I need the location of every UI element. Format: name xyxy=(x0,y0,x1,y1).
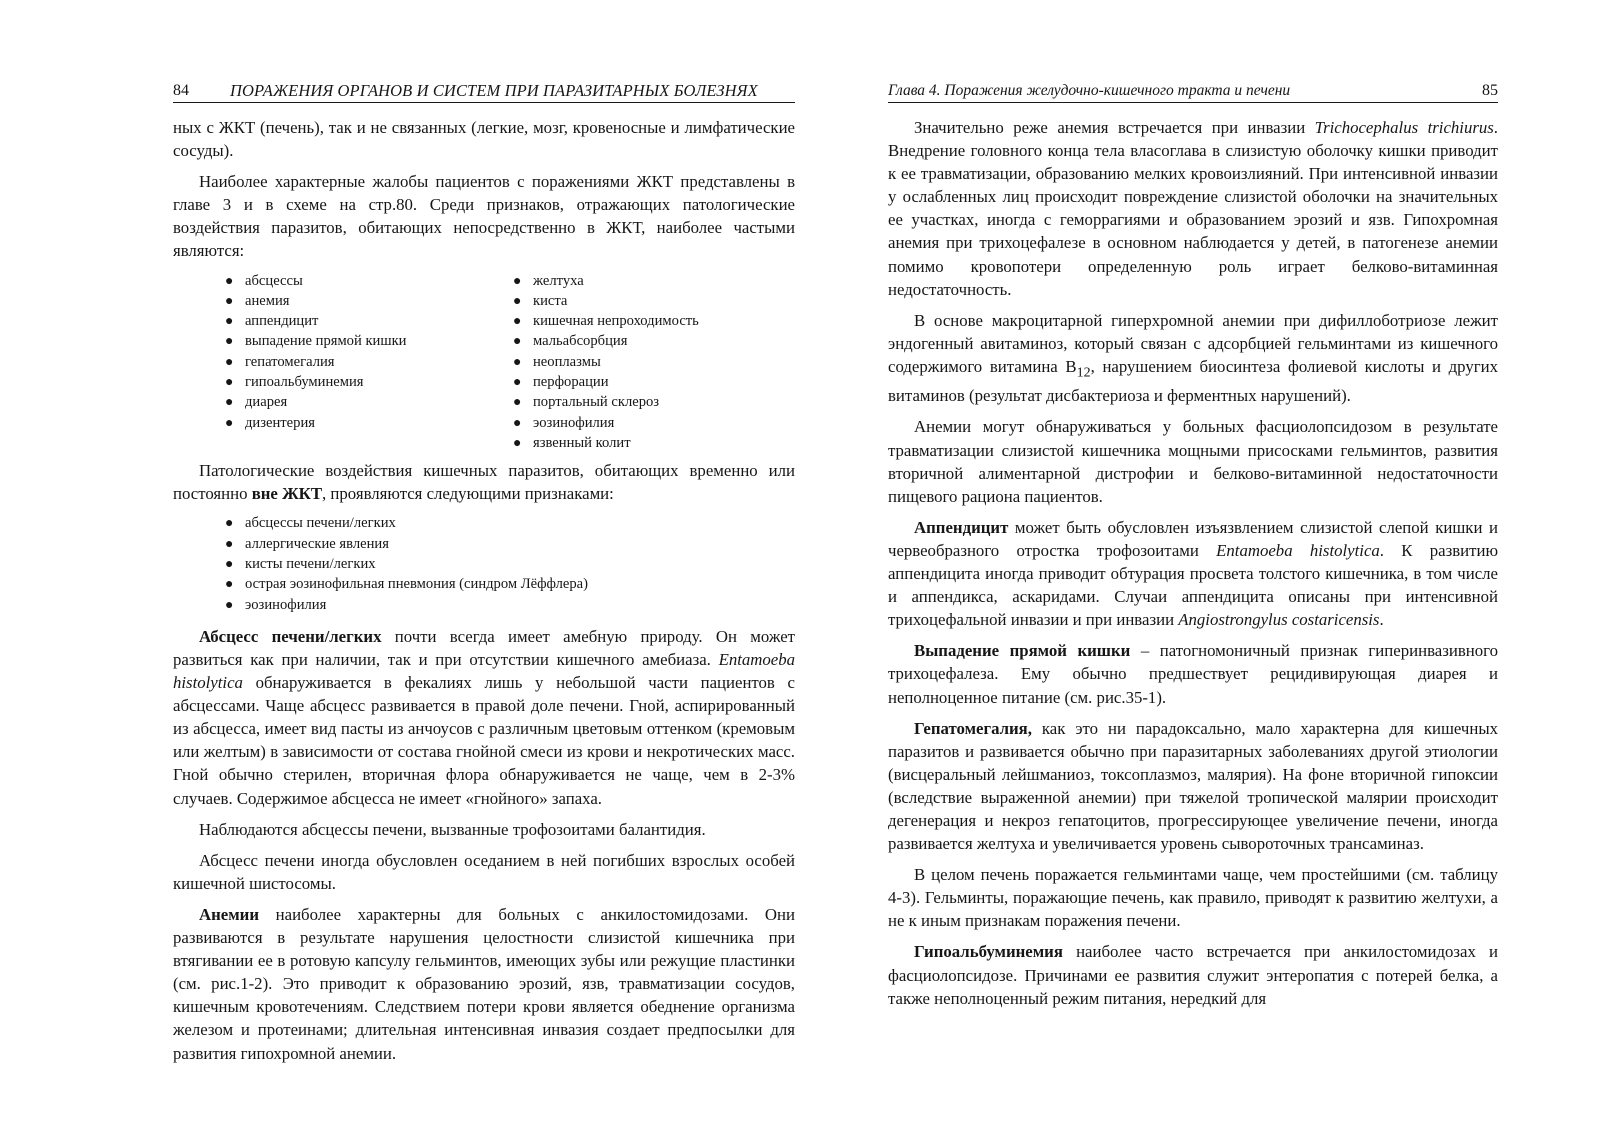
bullet-icon: ● xyxy=(513,273,522,289)
bullet-icon: ● xyxy=(225,293,234,309)
paragraph: Анемии наиболее характерны для больных с анкилостомидозами. Они развиваются в результате нарушения целостности слизистой кишечника при втягивании ее в ротовую капсулу гельминтов, имеющих зубы или режущие пластинки (см. рис.1-2). Это приводит к образованию эрозий, язв, травматизации сосудов, кишечным кровотечениям. Следствием потери крови является обеднение организма железом и протеинами; длительная интенсивная инвазия создает предпосылки для развития гипохромной анемии. xyxy=(173,904,795,1063)
right-running-title: Глава 4. Поражения желудочно-кишечного тракта и печени xyxy=(888,82,1291,99)
paragraph: В целом печень поражается гельминтами чаще, чем простейшими (см. таблицу 4-3). Гельминты, поражающие печень, как правило, приводят к развитию желтухи, а не к иным признакам поражения печени. xyxy=(888,865,1498,931)
list-item: ● острая эозинофильная пневмония (синдром Лёффлера) xyxy=(225,574,795,594)
bullet-icon: ● xyxy=(513,293,522,309)
right-page-number: 85 xyxy=(1482,82,1498,99)
list-item: ● неоплазмы xyxy=(513,352,813,372)
bullet-icon: ● xyxy=(225,314,234,330)
left-page-body xyxy=(173,116,795,1073)
bullet-icon: ● xyxy=(225,557,234,573)
bullet-icon: ● xyxy=(513,415,522,431)
paragraph: Гипоальбуминемия наиболее часто встречается при анкилостомидозах и фасциолопсидозе. Причинами ее развития служит энтеропатия с потерей белка, а также неполноценный режим питания, нередкий для xyxy=(888,942,1498,1008)
list-item: ● гепатомегалия xyxy=(225,352,513,372)
bullet-icon: ● xyxy=(225,273,234,289)
bullet-icon: ● xyxy=(225,334,234,350)
list-item: ● абсцессы печени/легких xyxy=(225,513,795,533)
bullet-icon: ● xyxy=(513,395,522,411)
bullet-icon: ● xyxy=(225,597,234,613)
list-item: ● дизентерия xyxy=(225,413,513,433)
bullet-icon: ● xyxy=(225,354,234,370)
list-item: ● мальабсорбция xyxy=(513,331,813,351)
paragraph: Патологические воздействия кишечных паразитов, обитающих временно или постоянно вне ЖКТ, проявляются следующими признаками: xyxy=(173,461,795,504)
paragraph: В основе макроцитарной гиперхромной анемии при дифиллоботриозе лежит эндогенный авитаминоз, который связан с адсорбцией гельминтами из кишечного содержимого витамина $B_{12}$, нарушением биосинтеза фолиевой кислоты и других витаминов (результат дисбактериоза и ферментных нарушений). xyxy=(888,310,1498,406)
list-item: ● абсцессы xyxy=(225,271,513,291)
list-item: ● эозинофилия xyxy=(225,595,795,615)
list-item: ● аллергические явления xyxy=(225,534,795,554)
left-running-head xyxy=(173,80,795,103)
bullet-icon: ● xyxy=(225,375,234,391)
symptom-list-gi xyxy=(225,271,795,454)
list-item: ● анемия xyxy=(225,291,513,311)
bullet-icon: ● xyxy=(225,395,234,411)
right-page-body xyxy=(888,116,1498,1018)
paragraph: ных с ЖКТ (печень), так и не связанных (легкие, мозг, кровеносные и лимфатические сосуды). xyxy=(173,118,795,161)
list-item: ● портальный склероз xyxy=(513,392,813,412)
paragraph: Анемии могут обнаруживаться у больных фасциолопсидозом в результате травматизации слизистой кишечника мощными присосками гельминтов, развития вторичной алиментарной дистрофии и белково-витаминной недостаточности пищевого рациона пациентов. xyxy=(888,417,1498,506)
paragraph: Наиболее характерные жалобы пациентов с поражениями ЖКТ представлены в главе 3 и в схеме на стр.80. Среди признаков, отражающих патологические воздействия паразитов, обитающих непосредственно в ЖКТ, наиболее частыми являются: xyxy=(173,172,795,261)
symptom-list-extraintestinal xyxy=(225,513,795,614)
paragraph: Гепатомегалия, как это ни парадоксально, мало характерна для кишечных паразитов и развивается обычно при паразитарных заболеваниях другой этиологии (висцеральный лейшманиоз, токсоплазмоз, малярия). На фоне вторичной гипоксии (вследствие выраженной анемии) при тяжелой тропической малярии происходит дегенерация и некроз гепатоцитов, прогрессирующее увеличение печени, иногда развивается желтуха и увеличивается уровень сывороточных трансаминаз. xyxy=(888,718,1498,854)
list-item: ● эозинофилия xyxy=(513,413,813,433)
bullet-icon: ● xyxy=(225,577,234,593)
symptom-list-column-1 xyxy=(225,271,513,454)
list-item: ● кисты печени/легких xyxy=(225,554,795,574)
bullet-icon: ● xyxy=(513,354,522,370)
paragraph: Абсцесс печени иногда обусловлен оседанием в ней погибших взрослых особей кишечной шистосомы. xyxy=(173,850,795,893)
list-item: ● аппендицит xyxy=(225,311,513,331)
bullet-icon: ● xyxy=(225,516,234,532)
bullet-icon: ● xyxy=(513,314,522,330)
paragraph: Выпадение прямой кишки – патогномоничный признак гиперинвазивного трихоцефалеза. Ему обычно предшествует рецидивирующая диарея и неполноценное питание (см. рис.35-1). xyxy=(888,641,1498,707)
paragraph: Значительно реже анемия встречается при инвазии Trichocephalus trichiurus. Внедрение головного конца тела власоглава в слизистую оболочку кишки приводит к ее травматизации, образованию мелких кровоизлияний. При интенсивной инвазии у ослабленных лиц происходит повреждение слизистой оболочки на значительных ее участках, иногда с геморрагиями и образованием эрозий и язв. Гипохромная анемия при трихоцефалезе в основном наблюдается у детей, в патогенезе анемии помимо кровопотери определенную роль играет белково-витаминная недостаточность. xyxy=(888,118,1498,299)
list-item: ● киста xyxy=(513,291,813,311)
list-item: ● язвенный колит xyxy=(513,433,813,453)
left-page-number: 84 xyxy=(173,82,189,99)
left-running-title: ПОРАЖЕНИЯ ОРГАНОВ И СИСТЕМ ПРИ ПАРАЗИТАРНЫХ БОЛЕЗНЯХ xyxy=(230,81,758,100)
right-running-head xyxy=(888,80,1498,103)
symptom-list-column-2 xyxy=(513,271,813,454)
list-item: ● перфорации xyxy=(513,372,813,392)
paragraph: Наблюдаются абсцессы печени, вызванные трофозоитами балантидия. xyxy=(199,819,706,839)
paragraph: Абсцесс печени/легких почти всегда имеет амебную природу. Он может развиться как при наличии, так и при отсутствии кишечного амебиаза. Entamoeba histolytica обнаруживается в фекалиях лишь у небольшой части пациентов с абсцессами. Чаще абсцесс развивается в правой доле печени. Гной, аспирированный из абсцесса, имеет вид пасты из анчоусов с различным цветовым оттенком (кремовым или желтым) в зависимости от состава гнойной смеси из крови и некротических масс. Гной обычно стерилен, вторичная флора обнаруживается не чаще, чем в 2-3% случаев. Содержимое абсцесса не имеет «гнойного» запаха. xyxy=(173,626,796,808)
list-item: ● кишечная непроходимость xyxy=(513,311,813,331)
bullet-icon: ● xyxy=(225,536,234,552)
list-item: ● выпадение прямой кишки xyxy=(225,331,513,351)
bullet-icon: ● xyxy=(513,334,522,350)
list-item: ● гипоальбуминемия xyxy=(225,372,513,392)
list-item: ● диарея xyxy=(225,392,513,412)
bullet-icon: ● xyxy=(513,435,522,451)
list-item: ● желтуха xyxy=(513,271,813,291)
bullet-icon: ● xyxy=(225,415,234,431)
bullet-icon: ● xyxy=(513,375,522,391)
paragraph: Аппендицит может быть обусловлен изъязвлением слизистой слепой кишки и червеобразного отростка трофозоитами Entamoeba histolytica. К развитию аппендицита иногда приводит обтурация просвета толстого кишечника, в том числе и аппендикса, аскаридами. Случаи аппендицита описаны при интенсивной трихоцефальной инвазии и при инвазии Angiostrongylus costaricensis. xyxy=(888,517,1498,630)
right-page xyxy=(800,0,1600,1132)
